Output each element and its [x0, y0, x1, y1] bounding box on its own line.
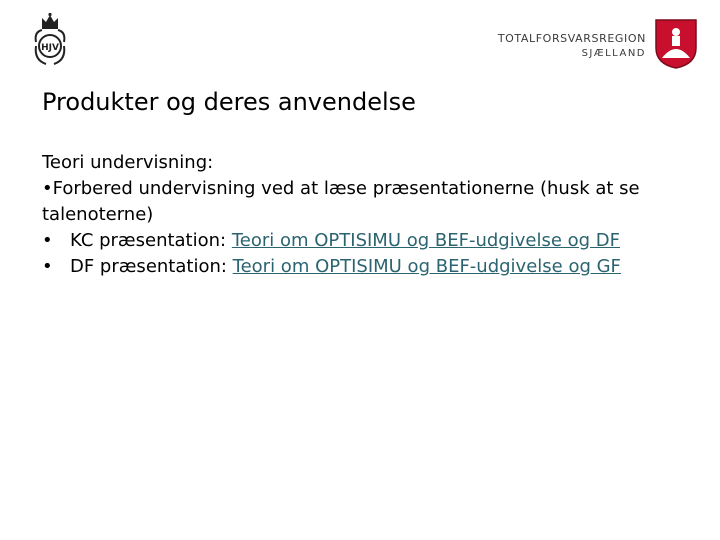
- list-item: [42, 254, 682, 280]
- region-logo: [478, 18, 714, 70]
- presentation-list: [42, 228, 682, 280]
- list-item: [42, 228, 682, 254]
- item-prefix: DF præsentation:: [70, 256, 233, 277]
- hjv-logo: [30, 12, 70, 68]
- slide-body: [42, 150, 682, 280]
- bullet-dot: •: [42, 230, 53, 251]
- slide-title: Produkter og deres anvendelse: [42, 88, 416, 116]
- intro-text: Teori undervisning:: [42, 152, 214, 173]
- item-prefix: KC præsentation:: [70, 230, 232, 251]
- svg-text:HJV: HJV: [41, 43, 59, 53]
- brand-name: TOTALFORSVARSREGION: [497, 32, 646, 45]
- bullet-dot: •: [42, 256, 53, 277]
- shield-icon: [654, 18, 698, 70]
- brand-region: SJÆLLAND: [581, 48, 646, 59]
- main-bullet: •Forbered undervisning ved at læse præsentationerne (husk at se talenoterne): [42, 178, 640, 225]
- kc-presentation-link[interactable]: Teori om OPTISIMU og BEF-udgivelse og DF: [231, 230, 620, 251]
- df-presentation-link[interactable]: Teori om OPTISIMU og BEF-udgivelse og GF: [232, 256, 621, 277]
